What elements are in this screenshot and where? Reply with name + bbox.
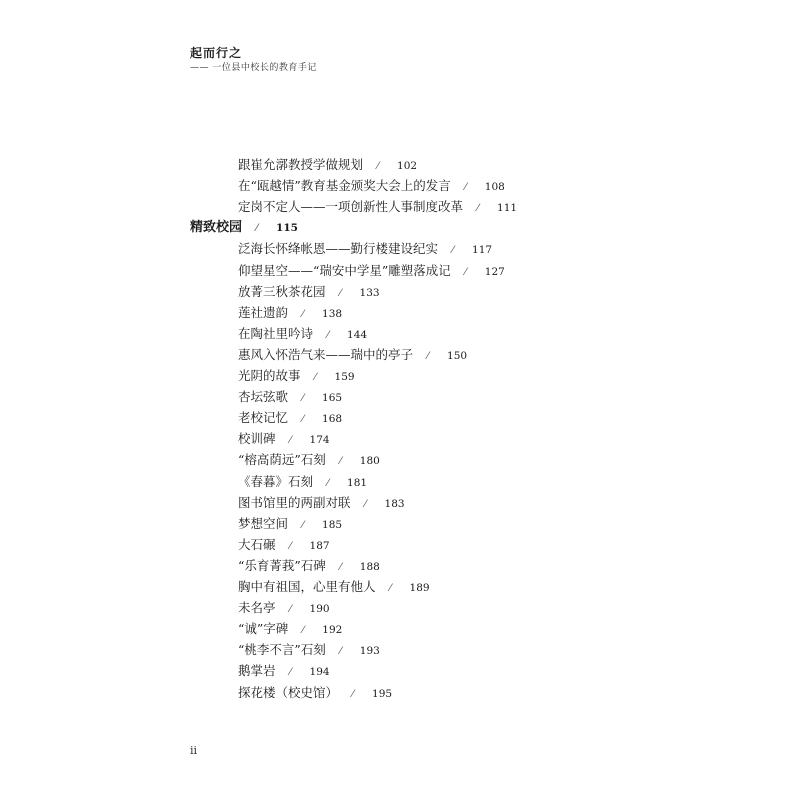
toc-separator: ⁄ xyxy=(477,203,479,215)
toc-separator: ⁄ xyxy=(452,245,454,257)
toc-title: 老校记忆 xyxy=(238,410,289,426)
toc-separator: ⁄ xyxy=(314,372,317,383)
toc-entry xyxy=(238,449,380,470)
toc-entry xyxy=(238,302,342,323)
toc-entry xyxy=(238,344,467,365)
toc-page-number: 187 xyxy=(309,539,330,552)
toc-entry xyxy=(238,238,492,259)
toc-separator: ⁄ xyxy=(289,435,292,447)
toc-separator: ⁄ xyxy=(289,604,292,616)
toc-page-number: 165 xyxy=(322,392,343,405)
toc-separator: ⁄ xyxy=(389,583,392,594)
toc-separator: ⁄ xyxy=(302,625,304,637)
toc-title: 未名亭 xyxy=(238,600,276,616)
toc-separator: ⁄ xyxy=(464,266,467,278)
toc-title: 《春暮》石刻 xyxy=(238,473,314,489)
toc-entry xyxy=(238,260,505,281)
toc-separator: ⁄ xyxy=(289,667,292,679)
toc-entry xyxy=(238,175,505,196)
toc-page-number: 190 xyxy=(309,603,330,616)
toc-entry xyxy=(238,154,417,175)
toc-title: 仰望星空——“瑞安中学星”雕塑落成记 xyxy=(238,262,451,278)
toc-entry xyxy=(238,471,367,492)
toc-title: 图书馆里的两副对联 xyxy=(238,494,351,510)
toc-section xyxy=(190,217,298,238)
toc-entry xyxy=(238,639,380,660)
toc-separator: ⁄ xyxy=(327,329,329,341)
toc-page-number: 150 xyxy=(447,349,468,362)
toc-separator: ⁄ xyxy=(302,414,304,426)
toc-title: 胸中有祖国，心里有他人 xyxy=(238,579,376,594)
page-number: ii xyxy=(190,744,198,757)
toc-entry xyxy=(238,323,367,344)
toc-title: 鹅掌岩 xyxy=(238,663,276,679)
toc-title: 在“瓯越情”教育基金颁奖大会上的发言 xyxy=(238,178,451,194)
toc-title: 探花楼（校史馆） xyxy=(238,684,339,700)
toc-page-number: 193 xyxy=(359,645,380,658)
toc-separator: ⁄ xyxy=(302,519,304,531)
toc-entry xyxy=(238,513,342,534)
toc-title: “诚”字碑 xyxy=(238,621,289,637)
toc-page-number: 138 xyxy=(322,307,343,320)
toc-entry xyxy=(238,492,405,513)
toc-separator: ⁄ xyxy=(339,456,342,468)
toc-title: 校训碑 xyxy=(238,431,276,447)
toc-separator: ⁄ xyxy=(302,393,304,405)
toc-page-number: 195 xyxy=(372,687,393,700)
book-subtitle: —— 一位县中校长的教育手记 xyxy=(190,63,317,73)
toc-page-number: 111 xyxy=(497,202,518,215)
toc-entry xyxy=(238,281,380,302)
toc-page-number: 108 xyxy=(484,181,505,194)
toc-page-number: 102 xyxy=(397,160,418,172)
toc-page-number: 188 xyxy=(359,560,380,573)
toc-title: “榕高荫远”石刻 xyxy=(238,452,326,468)
toc-separator: ⁄ xyxy=(302,308,304,320)
toc-separator: ⁄ xyxy=(289,540,292,552)
toc-page-number: 159 xyxy=(334,371,355,383)
running-header xyxy=(190,46,317,74)
toc-page-number: 174 xyxy=(309,434,330,447)
toc-page-number: 183 xyxy=(384,497,405,510)
toc-entry xyxy=(238,196,517,217)
toc-page-number: 115 xyxy=(276,222,298,235)
toc-entry xyxy=(238,597,330,618)
toc-title: 放菁三秋茶花园 xyxy=(238,283,326,299)
toc-entry xyxy=(238,618,342,639)
toc-separator: ⁄ xyxy=(427,350,429,362)
toc-title: 泛海长怀绛帐恩——勤行楼建设纪实 xyxy=(238,241,439,257)
toc-separator: ⁄ xyxy=(464,182,467,194)
toc-page-number: 189 xyxy=(409,582,430,594)
toc-page-number: 133 xyxy=(359,286,380,299)
toc-title: “桃李不言”石刻 xyxy=(238,642,326,658)
toc-entry xyxy=(238,534,330,555)
toc-page-number: 180 xyxy=(359,455,380,468)
toc-page-number: 117 xyxy=(472,244,493,257)
toc-entry xyxy=(238,682,392,703)
toc-title: 在陶社里吟诗 xyxy=(238,325,314,341)
toc-title: 精致校园 xyxy=(190,220,243,236)
toc-separator: ⁄ xyxy=(364,498,367,510)
toc-page-number: 194 xyxy=(309,666,330,679)
toc-entry xyxy=(238,555,380,576)
toc-title: 跟崔允漷教授学做规划 xyxy=(238,157,364,172)
toc-entry xyxy=(238,660,330,681)
toc-entry xyxy=(238,386,342,407)
toc-entry xyxy=(238,428,330,449)
toc-separator: ⁄ xyxy=(256,223,258,235)
toc-title: 杏坛弦歌 xyxy=(238,389,289,405)
toc-page-number: 185 xyxy=(322,518,343,531)
toc-entry xyxy=(238,407,342,428)
toc-separator: ⁄ xyxy=(339,646,342,658)
toc-title: 定岗不定人——一项创新性人事制度改革 xyxy=(238,199,464,215)
toc-page-number: 168 xyxy=(322,413,343,426)
toc-title: “乐育菁莪”石碑 xyxy=(238,557,326,573)
toc-entry xyxy=(238,576,430,597)
toc-separator: ⁄ xyxy=(377,161,379,172)
toc-separator: ⁄ xyxy=(339,561,342,573)
toc-page-number: 192 xyxy=(322,624,343,637)
toc-title: 大石碾 xyxy=(238,536,276,552)
toc-title: 莲社遗韵 xyxy=(238,304,289,320)
toc-title: 惠风入怀浩气来——瑞中的亭子 xyxy=(238,346,414,362)
toc-page-number: 144 xyxy=(347,328,368,341)
toc-title: 梦想空间 xyxy=(238,515,289,531)
toc-title: 光阴的故事 xyxy=(238,368,301,383)
toc-separator: ⁄ xyxy=(352,688,354,700)
book-title: 起而行之 xyxy=(190,46,243,60)
toc-entry xyxy=(238,365,355,386)
toc-page-number: 127 xyxy=(484,265,505,278)
toc-separator: ⁄ xyxy=(339,287,342,299)
toc-separator: ⁄ xyxy=(327,477,329,489)
toc-page-number: 181 xyxy=(347,476,368,489)
